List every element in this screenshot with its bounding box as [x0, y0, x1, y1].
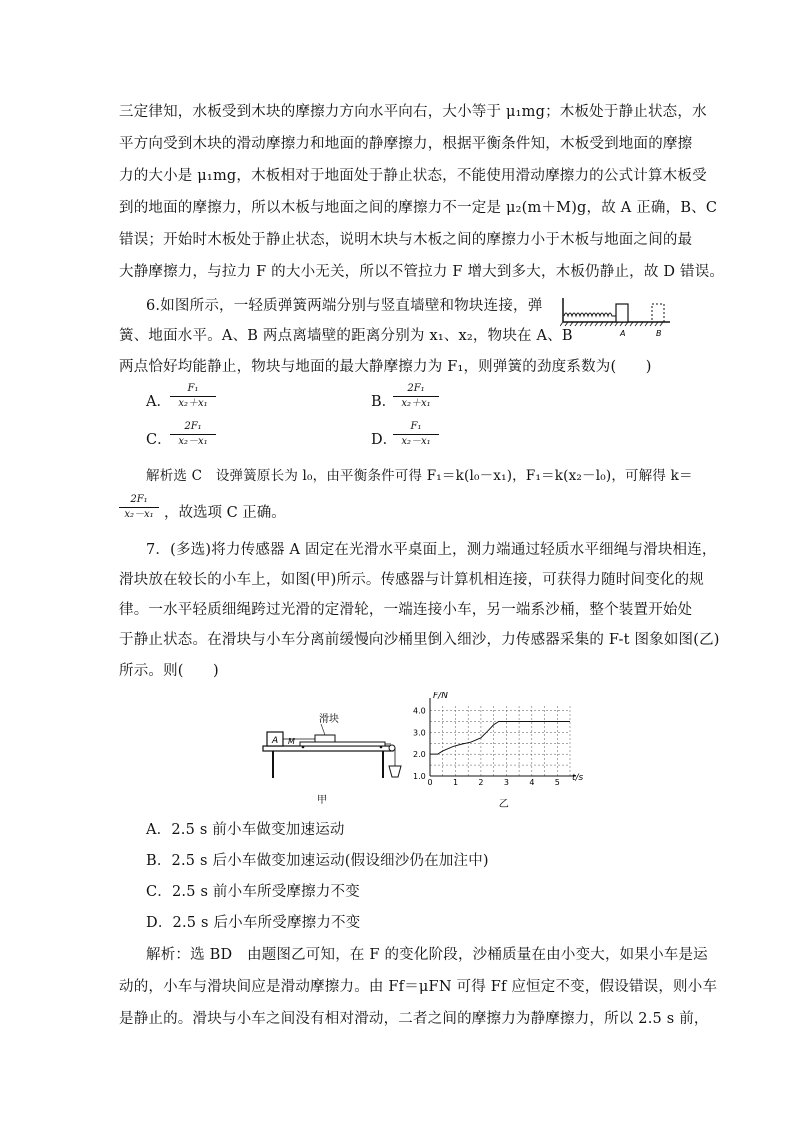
- chart-caption: 乙: [498, 799, 509, 810]
- q6-label-a: A: [620, 329, 626, 338]
- q6-solution-tail: ，故选项 C 正确。: [164, 505, 286, 521]
- q7-line-5: 所示。则( ): [119, 663, 219, 679]
- q6-option-c-letter: C．: [146, 432, 172, 448]
- prev-line-3: 力的大小是 μ₁mg，木板相对于地面处于静止状态，不能使用滑动摩擦力的公式计算木板受: [119, 168, 707, 184]
- q6-option-d-num: F₁: [410, 421, 422, 432]
- chart-x-tick-label: 2: [478, 778, 484, 787]
- q7-solution-line-3: 是静止的。滑块与小车之间没有相对滑动，二者之间的摩擦力为静摩擦力，所以 2.5 s 前，: [119, 1011, 709, 1027]
- q6-line-2: 簧、地面水平。A、B 两点离墙壁的距离分别为 x₁、x₂，物块在 A、B: [119, 328, 573, 344]
- prev-line-5: 错误；开始时木板处于静止状态，说明木块与木板之间的摩擦力小于木板与地面之间的最: [119, 232, 693, 248]
- chart-y-tick-label: 2.0: [413, 750, 426, 760]
- prev-line-6: 大静摩擦力，与拉力 F 的大小无关，所以不管拉力 F 增大到多大，木板仍静止，故 D 错误。: [119, 264, 725, 280]
- q6-option-c-num: 2F₁: [184, 421, 202, 432]
- prev-line-4: 到的地面的摩擦力，所以木板与地面之间的摩擦力不一定是 μ₂(m＋M)g，故 A 正确，B、C: [119, 200, 718, 216]
- chart-x-tick-label: 5: [554, 778, 560, 787]
- q6-option-b-letter: B．: [371, 394, 397, 410]
- q7-line-4: 于静止状态。在滑块与小车分离前缓慢向沙桶里倒入细沙，力传感器采集的 F-t 图象如图(乙): [119, 632, 720, 648]
- chart-y-tick-label: 3.0: [413, 728, 426, 738]
- fig-jia: [255, 710, 405, 810]
- q7-option-d: D．2.5 s 后小车所受摩擦力不变: [146, 915, 361, 931]
- q6-option-a-letter: A．: [146, 394, 171, 410]
- q6-option-d-den: x₂－x₁: [401, 436, 431, 447]
- chart-xlabel: t/s: [572, 773, 584, 783]
- q6-solution-frac: [119, 494, 159, 521]
- q7-line-3: 律。一水平轻质细绳跨过光滑的定滑轮，一端连接小车，另一端系沙桶，整个装置开始处: [119, 602, 693, 618]
- q7-option-c: C．2.5 s 前小车所受摩擦力不变: [146, 884, 360, 900]
- q7-line-1: 7．(多选)将力传感器 A 固定在光滑水平桌面上，测力端通过轻质水平细绳与滑块相连，: [146, 542, 717, 558]
- q6-spring-figure: [560, 290, 672, 340]
- q7-option-a: A．2.5 s 前小车做变加速运动: [146, 822, 345, 838]
- q6-option-a-den: x₂＋x₁: [178, 398, 208, 409]
- chart-y-tick-label: 4.0: [413, 706, 426, 716]
- q6-option-c-den: x₂－x₁: [178, 436, 208, 447]
- chart-y-tick-label: 1.0: [413, 772, 426, 781]
- q6-solution-den: x₂－x₁: [124, 509, 154, 520]
- q6-option-a-num: F₁: [187, 383, 199, 394]
- fig-jia-label-a: A: [272, 736, 279, 746]
- q7-solution-line-2: 动的，小车与滑块间应是滑动摩擦力。由 Ff＝μFN 可得 Ff 应恒定不变，假设错误，则小车: [119, 979, 718, 995]
- fig-jia-caption: 甲: [317, 795, 327, 806]
- q6-solution-num: 2F₁: [130, 494, 148, 505]
- q6-option-a-frac: [170, 383, 216, 410]
- q6-line-3: 两点恰好均能静止，物块与地面的最大静摩擦力为 F₁，则弹簧的劲度系数为( ): [119, 359, 652, 375]
- chart-x-tick-label: 4: [529, 778, 535, 787]
- chart-x-tick-label: 3: [503, 778, 509, 787]
- q6-option-d-frac: [393, 421, 439, 448]
- q6-solution-line: 解析选 C 设弹簧原长为 l₀，由平衡条件可得 F₁＝k(l₀－x₁)，F₁＝k(x₂－l₀)，可解得 k＝: [146, 468, 693, 484]
- q6-option-b-frac: [393, 383, 439, 410]
- fig-jia-label-m: M: [288, 737, 295, 746]
- q6-line-1: 6.如图所示，一轻质弹簧两端分别与竖直墙壁和物块连接，弹: [146, 298, 543, 314]
- q7-line-2: 滑块放在较长的小车上，如图(甲)所示。传感器与计算机相连接，可获得力随时间变化的规: [119, 572, 705, 588]
- q7-option-b: B．2.5 s 后小车做变加速运动(假设细沙仍在加注中): [146, 853, 489, 869]
- q6-option-b-den: x₂＋x₁: [401, 398, 431, 409]
- q7-solution-line-1: 解析：选 BD 由题图乙可知，在 F 的变化阶段，沙桶质量在由小变大，如果小车是运: [146, 947, 708, 963]
- prev-line-1: 三定律知，水板受到木块的摩擦力方向水平向右，大小等于 μ₁mg；木板处于静止状态，水: [119, 104, 707, 120]
- q6-option-d-letter: D．: [371, 432, 398, 448]
- q6-label-b: B: [656, 329, 662, 338]
- q6-option-c-frac: [170, 421, 216, 448]
- chart-series-line: [430, 721, 570, 754]
- prev-line-2: 平方向受到木块的滑动摩擦力和地面的静摩擦力，根据平衡条件知，木板受到地面的摩擦: [119, 136, 693, 152]
- chart-x-tick-label: 1: [452, 778, 459, 787]
- chart-ylabel: F/N: [433, 692, 448, 701]
- chart-fig-yi: [400, 692, 600, 810]
- q6-option-b-num: 2F₁: [407, 383, 425, 394]
- chart-x-tick-label: 0: [427, 778, 433, 787]
- fig-jia-label-slider: 滑块: [319, 714, 339, 725]
